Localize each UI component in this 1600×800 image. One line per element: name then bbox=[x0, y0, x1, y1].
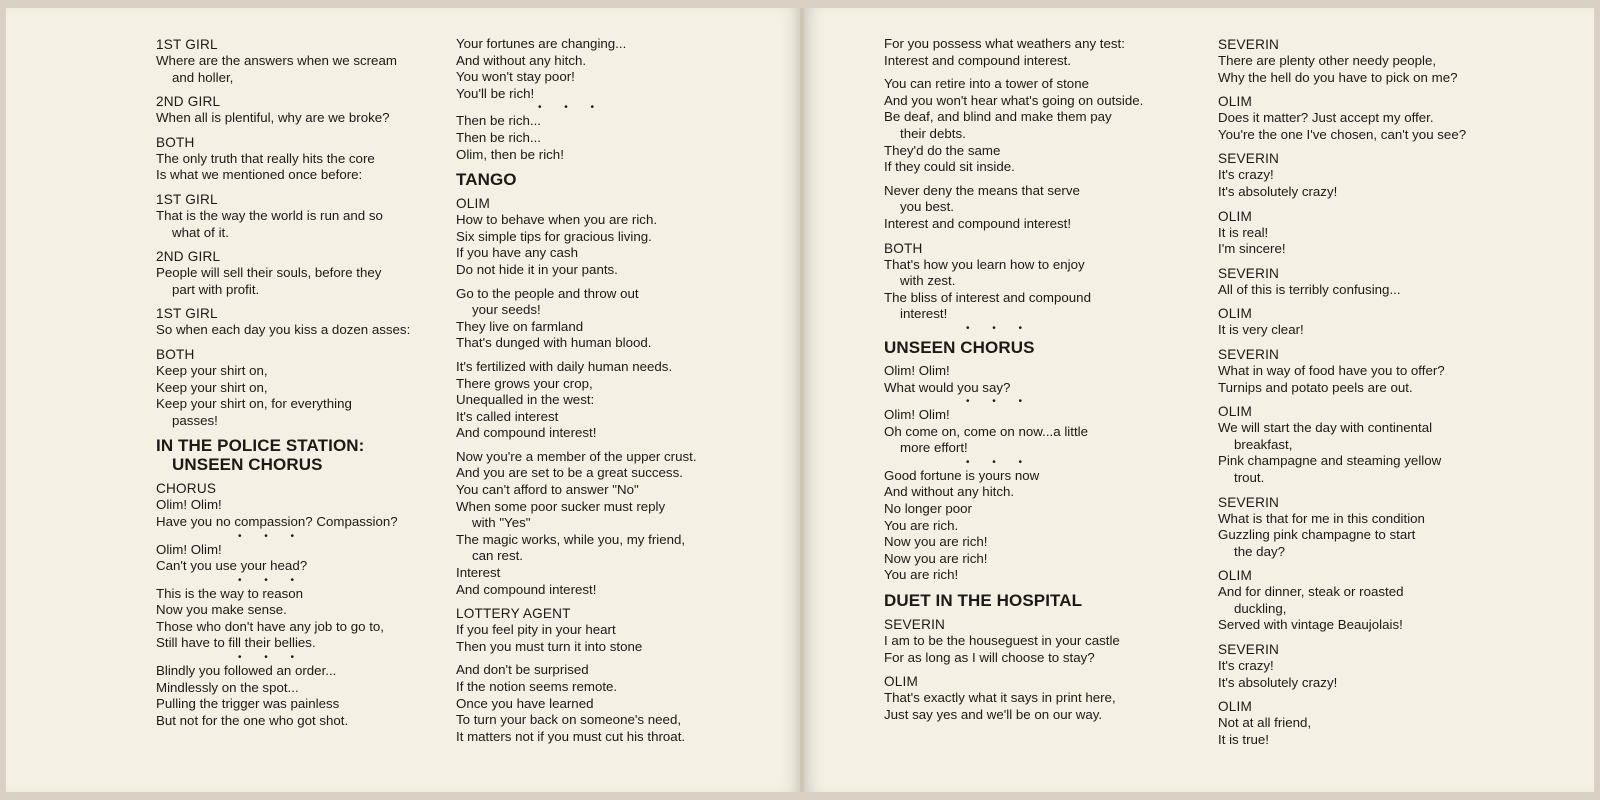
lyric-line: You won't stay poor! bbox=[456, 69, 575, 85]
speaker-label: OLIM bbox=[1218, 208, 1253, 224]
separator-dots: • • • bbox=[237, 530, 305, 542]
left-page bbox=[6, 8, 802, 792]
separator-dots: • • • bbox=[537, 102, 605, 114]
dialogue-block bbox=[1218, 641, 1548, 691]
lyric-line: passes! bbox=[172, 412, 218, 428]
lyric-line: with "Yes" bbox=[472, 515, 531, 531]
lyric-line: When all is plentiful, why are we broke? bbox=[156, 110, 390, 126]
lyric-line: And without any hitch. bbox=[884, 484, 1015, 500]
verse bbox=[884, 36, 1214, 69]
separator-dots: • • • bbox=[965, 322, 1033, 334]
heading-line: IN THE POLICE STATION: bbox=[156, 436, 365, 456]
lyric-line: The magic works, while you, my friend, bbox=[456, 531, 686, 547]
lyric-line: Does it matter? Just accept my offer. bbox=[1218, 110, 1434, 126]
lyric-line: can rest. bbox=[472, 548, 523, 564]
lyric-line: Be deaf, and blind and make them pay bbox=[884, 109, 1112, 125]
dialogue-block bbox=[156, 93, 456, 127]
lyric-line: more effort! bbox=[900, 440, 968, 456]
lyric-line: Not at all friend, bbox=[1218, 715, 1312, 731]
dialogue-block bbox=[156, 346, 456, 429]
speaker-label: SEVERIN bbox=[1218, 151, 1280, 167]
speaker-label: SEVERIN bbox=[1218, 494, 1280, 510]
lyric-line: Keep your shirt on, bbox=[156, 379, 268, 395]
lyric-line: This is the way to reason bbox=[156, 585, 304, 601]
lyric-line: And compound interest! bbox=[456, 425, 597, 441]
chorus-block bbox=[156, 480, 456, 729]
lyric-line: Olim! Olim! bbox=[884, 362, 950, 378]
lyric-line: Olim! Olim! bbox=[156, 497, 222, 513]
verse bbox=[884, 407, 1214, 457]
lyric-line: Then you must turn it into stone bbox=[456, 638, 643, 654]
lyric-line: All of this is terribly confusing... bbox=[1218, 281, 1401, 297]
separator-dots: • • • bbox=[237, 652, 305, 664]
lyric-line: Then be rich... bbox=[456, 129, 541, 145]
dialogue-block bbox=[1218, 403, 1548, 486]
lyric-line: That's how you learn how to enjoy bbox=[884, 256, 1085, 272]
lyric-line: And you won't hear what's going on outside. bbox=[884, 92, 1144, 108]
lyric-line: And compound interest! bbox=[456, 581, 597, 597]
lyric-line: Your fortunes are changing... bbox=[456, 36, 627, 51]
speaker-label: OLIM bbox=[1218, 404, 1253, 420]
lyric-line: The bliss of interest and compound bbox=[884, 289, 1091, 305]
section-heading-tango: TANGO bbox=[456, 170, 517, 190]
lyric-line: You are rich. bbox=[884, 517, 959, 533]
lyric-line: It is true! bbox=[1218, 731, 1269, 747]
left-column-1 bbox=[156, 36, 456, 736]
lyric-line: Then be rich... bbox=[456, 113, 541, 129]
dialogue-block bbox=[156, 305, 456, 339]
lyric-line: That's exactly what it says in print here, bbox=[884, 690, 1116, 706]
lyric-line: You can't afford to answer "No" bbox=[456, 482, 639, 498]
lyric-line: Pink champagne and steaming yellow bbox=[1218, 453, 1442, 469]
section-heading-duet-hospital: DUET IN THE HOSPITAL bbox=[884, 591, 1083, 611]
speaker-label: OLIM bbox=[884, 674, 919, 690]
lyric-line: Never deny the means that serve bbox=[884, 182, 1080, 198]
right-column-2 bbox=[1218, 36, 1548, 755]
verse bbox=[884, 468, 1214, 584]
speaker-label: 2ND GIRL bbox=[156, 94, 221, 110]
lyric-line: It is very clear! bbox=[1218, 322, 1304, 338]
lyric-line: How to behave when you are rich. bbox=[456, 212, 658, 228]
verse bbox=[456, 36, 776, 102]
lyric-line: I'm sincere! bbox=[1218, 241, 1286, 257]
speaker-label: 1ST GIRL bbox=[156, 306, 218, 322]
lyric-line: To turn your back on someone's need, bbox=[456, 712, 682, 728]
lyric-line: When some poor sucker must reply bbox=[456, 498, 666, 514]
speaker-label: OLIM bbox=[1218, 306, 1253, 322]
dialogue-block bbox=[1218, 36, 1548, 86]
dialogue-block bbox=[1218, 93, 1548, 143]
section-heading-unseen-chorus: UNSEEN CHORUS bbox=[884, 337, 1035, 357]
dialogue-block bbox=[156, 248, 456, 298]
lyric-line: What is that for me in this condition bbox=[1218, 510, 1425, 526]
lyric-line: your seeds! bbox=[472, 302, 541, 318]
lyric-line: What in way of food have you to offer? bbox=[1218, 362, 1445, 378]
verse bbox=[884, 690, 1214, 723]
lyric-line: Good fortune is yours now bbox=[884, 467, 1040, 483]
lyric-line: with zest. bbox=[900, 273, 956, 289]
lyric-line: That's dunged with human blood. bbox=[456, 335, 652, 351]
lyric-line: Interest and compound interest. bbox=[884, 52, 1072, 68]
verse bbox=[156, 542, 456, 575]
lyric-line: There are plenty other needy people, bbox=[1218, 53, 1437, 68]
lyric-line: You're the one I've chosen, can't you see? bbox=[1218, 126, 1467, 142]
lyric-line: That is the way the world is run and so bbox=[156, 207, 383, 223]
lyric-line: and holler, bbox=[172, 69, 234, 85]
verse bbox=[456, 449, 776, 598]
lyric-line: People will sell their souls, before they bbox=[156, 265, 382, 281]
lyric-line: Is what we mentioned once before: bbox=[156, 167, 363, 183]
lyric-line: Now you're a member of the upper crust. bbox=[456, 448, 697, 464]
lyric-line: Unequalled in the west: bbox=[456, 392, 595, 408]
lyric-line: you best. bbox=[900, 199, 954, 215]
lyric-line: If you feel pity in your heart bbox=[456, 622, 616, 638]
dialogue-block bbox=[156, 36, 456, 86]
verse bbox=[456, 359, 776, 442]
lyric-line: It's absolutely crazy! bbox=[1218, 183, 1338, 199]
lyric-line: Have you no compassion? Compassion? bbox=[156, 513, 398, 529]
dialogue-block bbox=[1218, 494, 1548, 561]
separator-dots: • • • bbox=[965, 396, 1033, 408]
lyric-line: No longer poor bbox=[884, 501, 972, 517]
lyric-line: You'll be rich! bbox=[456, 85, 535, 101]
speaker-label: BOTH bbox=[156, 346, 195, 362]
lyric-line: Oh come on, come on now...a little bbox=[884, 423, 1088, 439]
lyric-line: It's fertilized with daily human needs. bbox=[456, 358, 673, 374]
verse bbox=[456, 662, 776, 745]
dialogue-block bbox=[156, 134, 456, 184]
verse bbox=[884, 633, 1214, 666]
lyric-line: Those who don't have any job to go to, bbox=[156, 618, 385, 634]
verse bbox=[456, 286, 776, 352]
lyric-line: You can retire into a tower of stone bbox=[884, 76, 1089, 92]
lyric-line: It matters not if you must cut his throat. bbox=[456, 728, 686, 744]
speaker-label: SEVERIN bbox=[1218, 346, 1280, 362]
lyric-line: We will start the day with continental bbox=[1218, 420, 1433, 436]
verse bbox=[884, 257, 1214, 323]
lyric-line: part with profit. bbox=[172, 281, 260, 297]
dialogue-block bbox=[1218, 567, 1548, 634]
lyric-line: Keep your shirt on, bbox=[156, 362, 268, 378]
verse bbox=[456, 113, 776, 163]
lyric-line: Olim! Olim! bbox=[156, 541, 222, 557]
speaker-label: BOTH bbox=[884, 240, 923, 256]
lyric-line: I am to be the houseguest in your castle bbox=[884, 633, 1120, 649]
speaker-label: OLIM bbox=[1218, 568, 1253, 584]
verse bbox=[156, 586, 456, 652]
verse bbox=[456, 622, 776, 655]
speaker-label: SEVERIN bbox=[884, 617, 946, 633]
lyric-line: Keep your shirt on, for everything bbox=[156, 396, 352, 412]
speaker-label: SEVERIN bbox=[1218, 642, 1280, 658]
dialogue-block bbox=[1218, 346, 1548, 396]
lyric-line: But not for the one who got shot. bbox=[156, 712, 349, 728]
dialogue-block bbox=[1218, 208, 1548, 258]
lyric-line: Why the hell do you have to pick on me? bbox=[1218, 69, 1458, 85]
speaker-label: LOTTERY AGENT bbox=[456, 606, 571, 622]
lyric-line: It's crazy! bbox=[1218, 658, 1274, 674]
lyric-line: Now you are rich! bbox=[884, 550, 988, 566]
lyric-line: Olim, then be rich! bbox=[456, 146, 564, 162]
separator-dots: • • • bbox=[237, 574, 305, 586]
verse bbox=[156, 497, 456, 530]
lyric-line: It's called interest bbox=[456, 408, 559, 424]
lyric-line: For you possess what weathers any test: bbox=[884, 36, 1125, 51]
speaker-label: 2ND GIRL bbox=[156, 249, 221, 265]
lyric-line: Can't you use your head? bbox=[156, 558, 308, 574]
speaker-label: OLIM bbox=[1218, 699, 1253, 715]
lyric-line: It's crazy! bbox=[1218, 167, 1274, 183]
speaker-label: SEVERIN bbox=[1218, 37, 1280, 52]
lyric-line: You are rich! bbox=[884, 567, 959, 583]
lyric-line: their debts. bbox=[900, 125, 966, 141]
separator-dots: • • • bbox=[965, 456, 1033, 468]
lyric-line: Pulling the trigger was painless bbox=[156, 696, 340, 712]
lyric-line: And you are set to be a great success. bbox=[456, 465, 683, 481]
lyric-line: And without any hitch. bbox=[456, 52, 587, 68]
lyric-line: What would you say? bbox=[884, 379, 1011, 395]
speaker-label: 1ST GIRL bbox=[156, 191, 218, 207]
heading-line: UNSEEN CHORUS bbox=[172, 455, 323, 475]
lyric-line: If the notion seems remote. bbox=[456, 679, 618, 694]
left-column-2 bbox=[456, 36, 776, 752]
lyric-line: the day? bbox=[1234, 543, 1286, 559]
speaker-label: CHORUS bbox=[156, 481, 217, 497]
lyric-line: And don't be surprised bbox=[456, 662, 589, 678]
lyric-line: If they could sit inside. bbox=[884, 159, 1015, 175]
lyric-line: Turnips and potato peels are out. bbox=[1218, 379, 1413, 395]
speaker-label: OLIM bbox=[456, 196, 491, 212]
lyric-line: Interest bbox=[456, 565, 501, 581]
lyric-line: Blindly you followed an order... bbox=[156, 663, 337, 679]
speaker-label: SEVERIN bbox=[1218, 265, 1280, 281]
lyric-line: breakfast, bbox=[1234, 436, 1293, 452]
dialogue-block bbox=[1218, 305, 1548, 339]
lyric-line: Go to the people and throw out bbox=[456, 285, 639, 301]
section-heading-police-station bbox=[156, 436, 456, 474]
verse bbox=[156, 663, 456, 729]
right-page bbox=[804, 8, 1594, 792]
lyric-line: There grows your crop, bbox=[456, 375, 593, 391]
lyric-line: Where are the answers when we scream bbox=[156, 53, 397, 68]
dialogue-block bbox=[1218, 698, 1548, 748]
lyric-line: Now you make sense. bbox=[156, 602, 287, 618]
right-column-1 bbox=[884, 36, 1214, 730]
lyric-line: interest! bbox=[900, 306, 948, 322]
speaker-label: BOTH bbox=[156, 134, 195, 150]
lyric-line: It is real! bbox=[1218, 224, 1269, 240]
dialogue-block bbox=[1218, 150, 1548, 200]
dialogue-block bbox=[1218, 265, 1548, 299]
lyric-line: what of it. bbox=[172, 224, 229, 240]
dialogue-block bbox=[156, 191, 456, 241]
lyric-line: Served with vintage Beaujolais! bbox=[1218, 617, 1403, 633]
lyric-line: Now you are rich! bbox=[884, 534, 988, 550]
lyric-line: Guzzling pink champagne to start bbox=[1218, 527, 1416, 543]
lyric-line: Just say yes and we'll be on our way. bbox=[884, 706, 1103, 722]
lyric-line: Mindlessly on the spot... bbox=[156, 679, 299, 695]
speaker-label: 1ST GIRL bbox=[156, 37, 218, 52]
lyric-line: trout. bbox=[1234, 469, 1265, 485]
lyric-line: If you have any cash bbox=[456, 245, 578, 261]
lyric-line: They'd do the same bbox=[884, 142, 1001, 158]
lyric-line: So when each day you kiss a dozen asses: bbox=[156, 322, 411, 338]
dialogue-blocks bbox=[1218, 36, 1548, 748]
lyric-line: Still have to fill their bellies. bbox=[156, 635, 316, 651]
verse bbox=[884, 76, 1214, 176]
verse bbox=[884, 363, 1214, 396]
verse bbox=[456, 212, 776, 278]
dialogue-blocks bbox=[156, 36, 456, 429]
lyric-line: duckling, bbox=[1234, 600, 1287, 616]
lyric-line: Olim! Olim! bbox=[884, 407, 950, 423]
lyric-line: And for dinner, steak or roasted bbox=[1218, 584, 1404, 600]
lyric-line: The only truth that really hits the core bbox=[156, 150, 375, 166]
lyric-line: Once you have learned bbox=[456, 695, 594, 711]
lyric-line: Six simple tips for gracious living. bbox=[456, 228, 652, 244]
verse bbox=[884, 183, 1214, 233]
lyric-line: Interest and compound interest! bbox=[884, 215, 1072, 231]
lyric-line: They live on farmland bbox=[456, 318, 584, 334]
speaker-label: OLIM bbox=[1218, 94, 1253, 110]
lyric-line: It's absolutely crazy! bbox=[1218, 674, 1338, 690]
lyric-line: For as long as I will choose to stay? bbox=[884, 649, 1095, 665]
lyric-line: Do not hide it in your pants. bbox=[456, 261, 618, 277]
